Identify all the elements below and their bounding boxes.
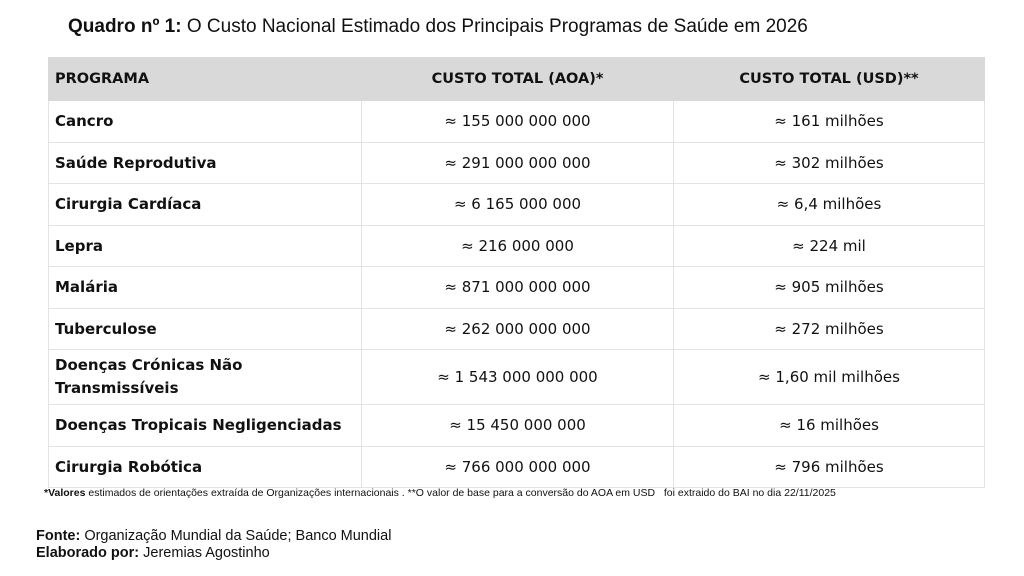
cell-programa: Saúde Reprodutiva [49,142,362,184]
cell-custo-usd: ≈ 6,4 milhões [674,184,985,226]
author-line [36,545,391,562]
cell-programa: Doenças Crónicas Não Transmissíveis [49,350,362,405]
cell-programa: Doenças Tropicais Negligenciadas [49,405,362,447]
cell-custo-aoa: ≈ 766 000 000 000 [362,446,674,488]
header-programa: PROGRAMA [49,58,362,101]
cell-custo-usd: ≈ 272 milhões [674,308,985,350]
cell-custo-aoa: ≈ 216 000 000 [362,225,674,267]
sources-block [36,528,391,562]
table-row [49,405,985,447]
cell-custo-aoa: ≈ 1 543 000 000 000 [362,350,674,405]
elaborado-label: Elaborado por: [36,545,140,561]
footnote-text: estimados de orientações extraída de Organizações internacionais . **O valor de base para a conversão do AOA em USD foi extraido do BAI no dia 22/11/2025 [85,487,836,499]
source-line [36,528,391,545]
table-row [49,142,985,184]
cell-custo-aoa: ≈ 155 000 000 000 [362,101,674,143]
elaborado-text: Jeremias Agostinho [139,545,270,561]
header-custo-usd: CUSTO TOTAL (USD)** [674,58,985,101]
cell-programa: Cancro [49,101,362,143]
cell-custo-usd: ≈ 796 milhões [674,446,985,488]
table-row [49,225,985,267]
table-row [49,184,985,226]
cell-programa: Lepra [49,225,362,267]
table-row [49,350,985,405]
cell-custo-usd: ≈ 905 milhões [674,267,985,309]
cell-programa: Malária [49,267,362,309]
cell-custo-usd: ≈ 161 milhões [674,101,985,143]
page-title [68,16,808,38]
cell-custo-usd: ≈ 16 milhões [674,405,985,447]
table-row [49,446,985,488]
cell-custo-usd: ≈ 224 mil [674,225,985,267]
footnote-bold: *Valores [44,487,86,499]
table-row [49,267,985,309]
table-header-row [49,58,985,101]
fonte-text: Organização Mundial da Saúde; Banco Mundial [80,528,392,544]
header-custo-aoa: CUSTO TOTAL (AOA)* [362,58,674,101]
title-label: Quadro nº 1: [68,16,182,37]
cell-custo-aoa: ≈ 262 000 000 000 [362,308,674,350]
cost-table [48,57,985,488]
cell-programa: Tuberculose [49,308,362,350]
cell-programa: Cirurgia Cardíaca [49,184,362,226]
cell-custo-usd: ≈ 302 milhões [674,142,985,184]
title-text: O Custo Nacional Estimado dos Principais Programas de Saúde em 2026 [186,16,808,37]
cell-custo-aoa: ≈ 291 000 000 000 [362,142,674,184]
fonte-label: Fonte: [36,528,81,544]
cell-custo-aoa: ≈ 6 165 000 000 [362,184,674,226]
table-row [49,308,985,350]
table-row [49,101,985,143]
cell-custo-usd: ≈ 1,60 mil milhões [674,350,985,405]
cell-custo-aoa: ≈ 15 450 000 000 [362,405,674,447]
cell-custo-aoa: ≈ 871 000 000 000 [362,267,674,309]
cell-programa: Cirurgia Robótica [49,446,362,488]
table-footnote [44,487,836,499]
